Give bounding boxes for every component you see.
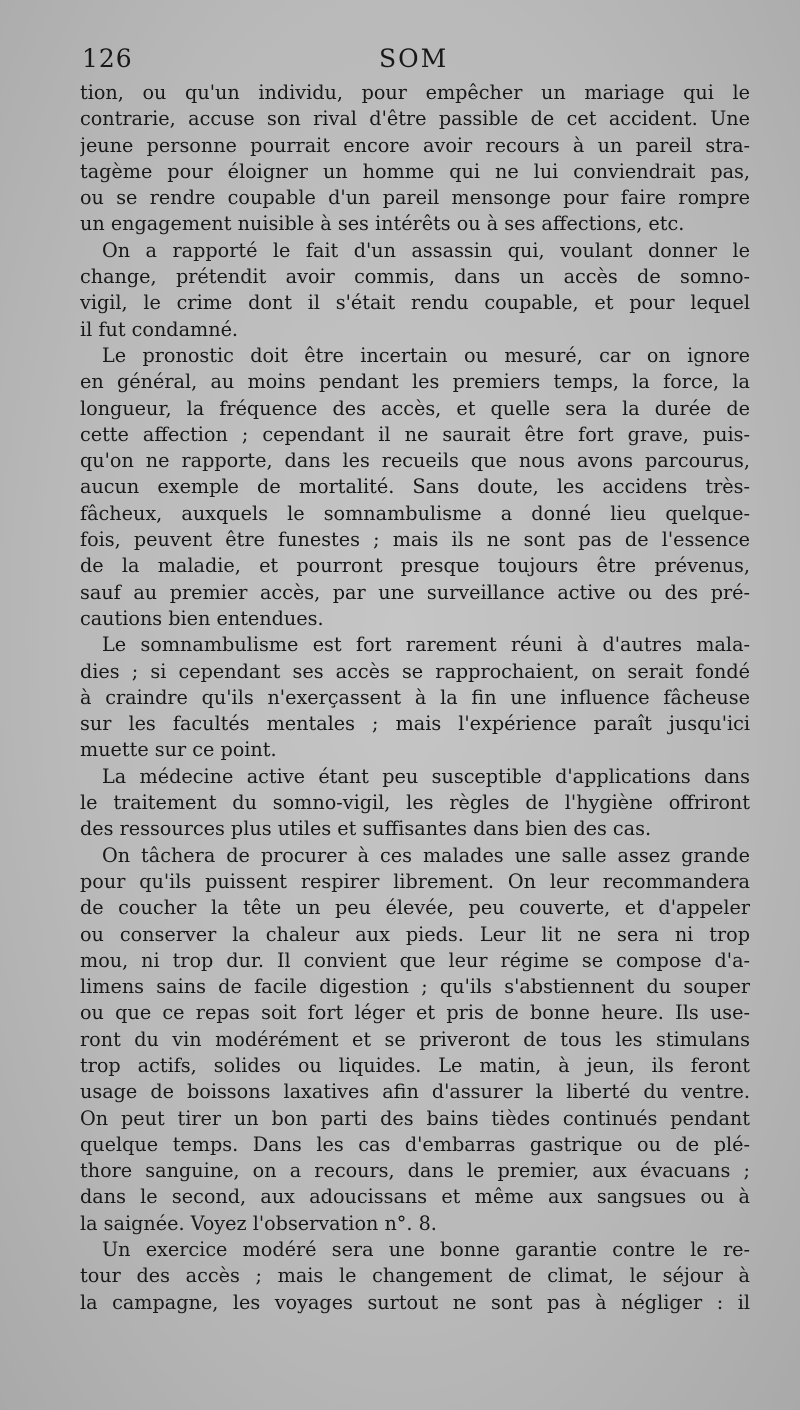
text-line: La médecine active étant peu susceptible d'applications dans [102, 764, 750, 788]
text-line: On tâchera de procurer à ces malades une salle assez grande [102, 843, 750, 867]
text-line: de coucher la tête un peu élevée, peu couverte, et d'appeler [80, 896, 750, 920]
text-line: Un exercice modéré sera une bonne garantie contre le re- [102, 1238, 750, 1262]
text-line: usage de boissons laxatives afin d'assurer la liberté du ventre. [80, 1080, 750, 1104]
page-header [82, 40, 750, 80]
text-line: dans le second, aux adoucissans et même aux sangsues ou à [80, 1185, 750, 1209]
text-line: Le somnambulisme est fort rarement réuni à d'autres mala- [102, 633, 750, 657]
text-line: la campagne, les voyages surtout ne sont pas à négliger : il [80, 1290, 750, 1314]
paragraph [80, 343, 750, 632]
text-line: fois, peuvent être funestes ; mais ils ne sont pas de l'essence [80, 528, 750, 552]
text-line: muette sur ce point. [80, 738, 277, 762]
text-line: tion, ou qu'un individu, pour empêcher un mariage qui le [80, 81, 750, 104]
text-line: tagème pour éloigner un homme qui ne lui conviendrait pas, [80, 159, 750, 183]
text-line: ou conserver la chaleur aux pieds. Leur lit ne sera ni trop [80, 922, 750, 946]
text-line: il fut condamné. [80, 317, 239, 341]
text-line: tour des accès ; mais le changement de climat, le séjour à [80, 1264, 750, 1288]
paragraph [80, 80, 750, 238]
text-line: longueur, la fréquence des accès, et quelle sera la durée de [80, 396, 750, 420]
text-line: fâcheux, auxquels le somnambulisme a donné lieu quelque- [80, 501, 750, 525]
paragraph [80, 764, 750, 843]
text-line: change, prétendit avoir commis, dans un accès de somno- [80, 265, 750, 289]
text-line: On a rapporté le fait d'un assassin qui, voulant donner le [102, 238, 750, 262]
paragraph [80, 238, 750, 343]
paragraph [80, 632, 750, 763]
text-line: sur les facultés mentales ; mais l'expérience paraît jusqu'ici [80, 712, 750, 736]
text-line: jeune personne pourrait encore avoir recours à un pareil stra- [80, 133, 750, 157]
text-line: ou que ce repas soit fort léger et pris de bonne heure. Ils use- [80, 1001, 750, 1025]
text-line: ront du vin modérément et se priveront de tous les stimulans [80, 1027, 750, 1051]
text-line: le traitement du somno-vigil, les règles de l'hygiène offriront [80, 791, 750, 815]
text-line: aucun exemple de mortalité. Sans doute, les accidens très- [80, 475, 750, 499]
text-line: On peut tirer un bon parti des bains tièdes continués pendant [80, 1106, 750, 1130]
text-line: contrarie, accuse son rival d'être passible de cet accident. Une [80, 107, 750, 131]
text-line: à craindre qu'ils n'exerçassent à la fin une influence fâcheuse [80, 685, 750, 709]
text-line: vigil, le crime dont il s'était rendu coupable, et pour lequel [80, 291, 750, 315]
text-line: thore sanguine, on a recours, dans le premier, aux évacuans ; [80, 1159, 750, 1183]
running-head: SOM [379, 44, 449, 73]
text-line: pour qu'ils puissent respirer librement. On leur recommandera [80, 869, 750, 893]
text-line: trop actifs, solides ou liquides. Le matin, à jeun, ils feront [80, 1053, 750, 1077]
text-line: des ressources plus utiles et suffisantes dans bien des cas. [80, 817, 652, 841]
page-number: 126 [82, 44, 133, 73]
text-line: en général, au moins pendant les premiers temps, la force, la [80, 370, 750, 394]
text-line: qu'on ne rapporte, dans les recueils que nous avons parcourus, [80, 449, 750, 473]
text-line: mou, ni trop dur. Il convient que leur régime se compose d'a- [80, 948, 750, 972]
text-line: cette affection ; cependant il ne saurait être fort grave, puis- [80, 422, 750, 446]
text-line: sauf au premier accès, par une surveillance active ou des pré- [80, 580, 750, 604]
text-line: limens sains de facile digestion ; qu'ils s'abstiennent du souper [80, 975, 750, 999]
body-text [80, 80, 750, 1316]
text-line: ou se rendre coupable d'un pareil mensonge pour faire rompre [80, 186, 750, 210]
text-line: cautions bien entendues. [80, 606, 324, 630]
text-line: Le pronostic doit être incertain ou mesuré, car on ignore [102, 343, 750, 367]
text-line: la saignée. Voyez l'observation n°. 8. [80, 1211, 437, 1235]
text-line: de la maladie, et pourront presque toujours être prévenus, [80, 554, 750, 578]
paragraph [80, 843, 750, 1237]
text-line: dies ; si cependant ses accès se rapprochaient, on serait fondé [80, 659, 750, 683]
text-line: quelque temps. Dans les cas d'embarras gastrique ou de plé- [80, 1132, 750, 1156]
paragraph [80, 1237, 750, 1316]
text-line: un engagement nuisible à ses intérêts ou à ses affections, etc. [80, 212, 685, 236]
